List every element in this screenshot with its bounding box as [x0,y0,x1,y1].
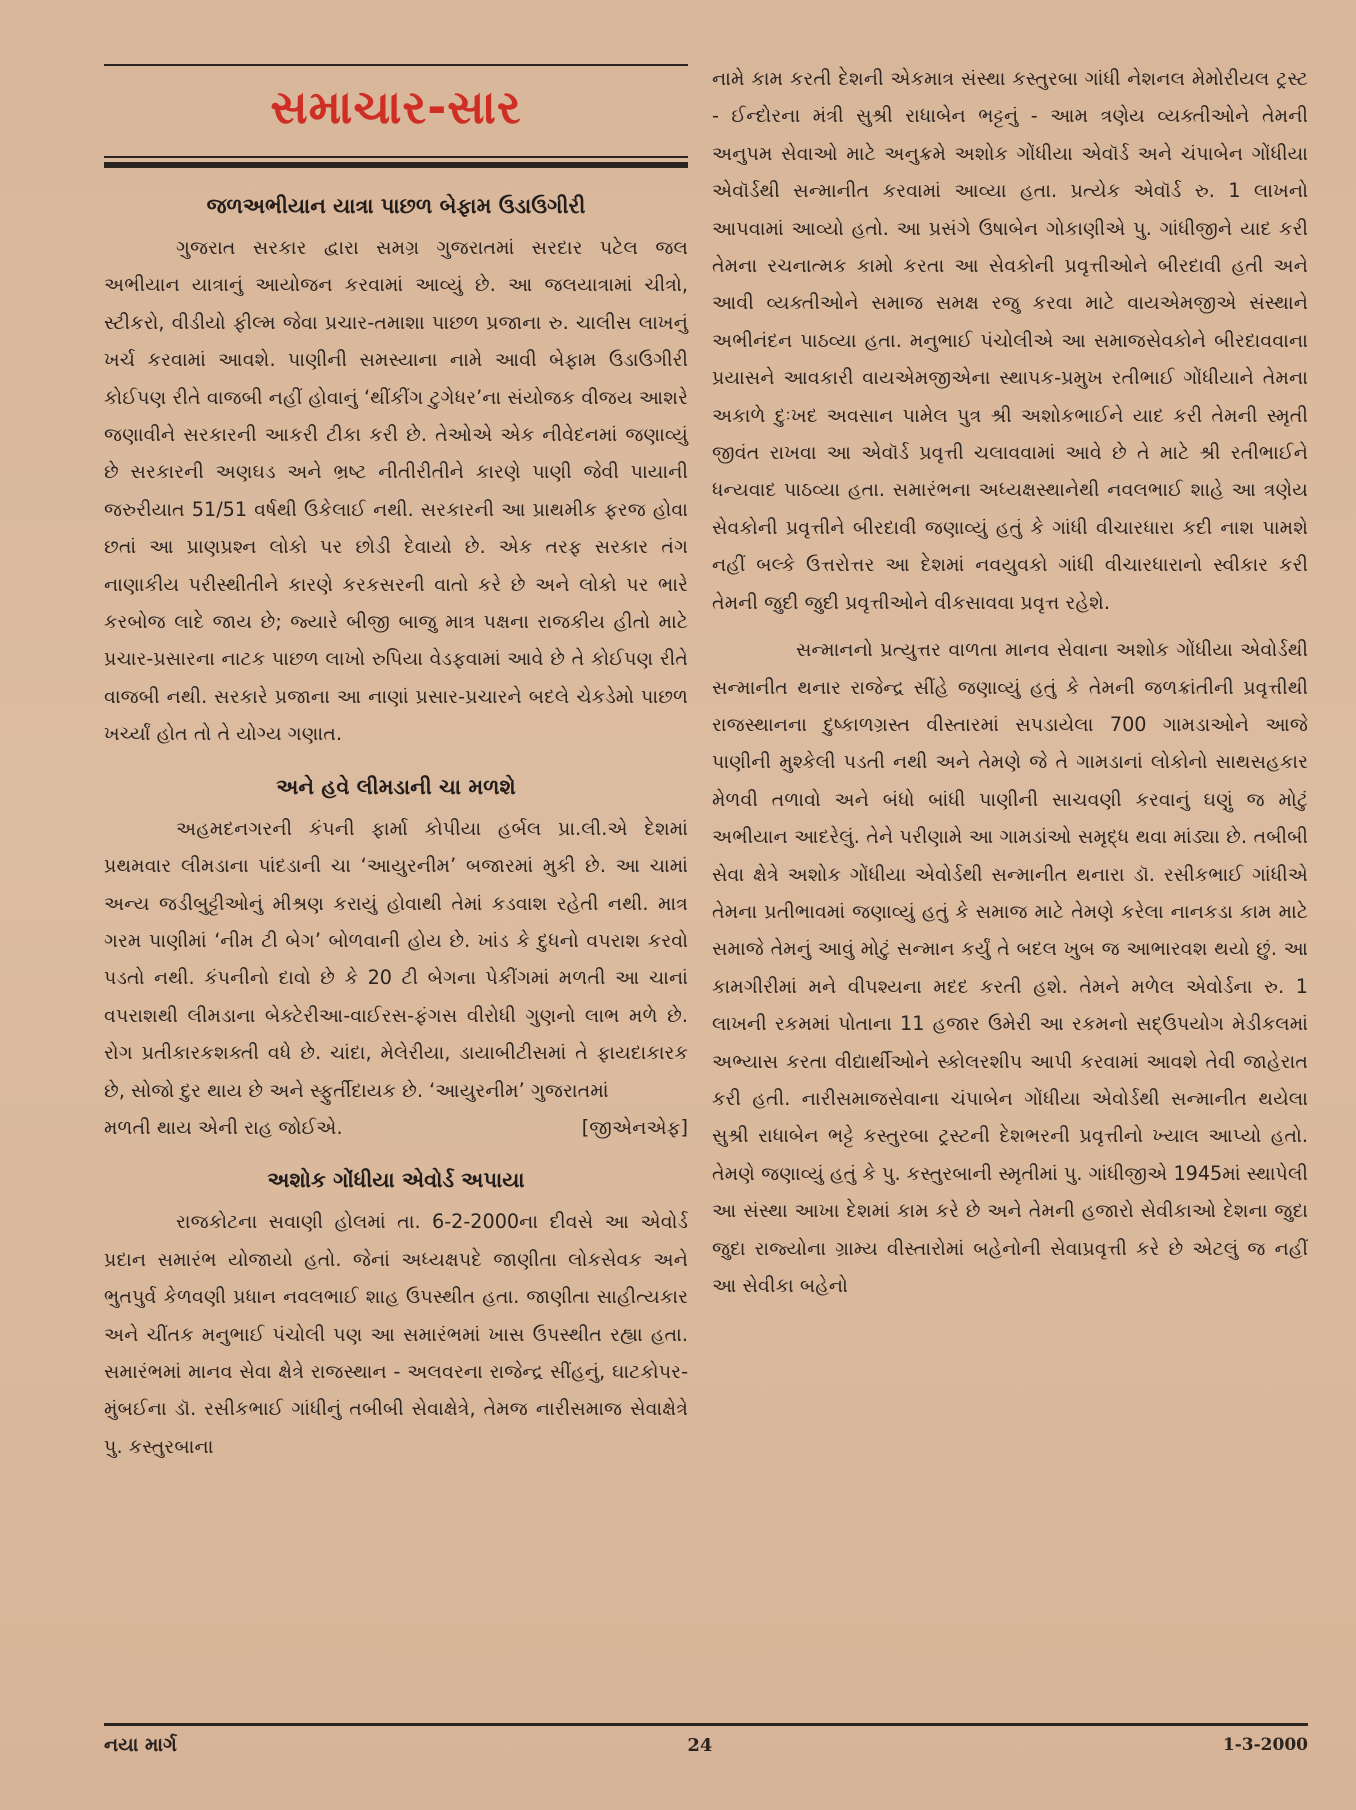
left-column [104,60,688,1465]
footer-rule [104,1723,1308,1726]
publication-name: નયા માર્ગ [104,1734,177,1756]
article-heading-water-campaign: જળઅભીયાન યાત્રા પાછળ બેફામ ઉડાઉગીરી [206,194,586,218]
article-last-line: મળતી થાય એની રાહ જોઈએ. [104,1115,343,1139]
article-closing-line [104,1109,688,1146]
masthead-rule-thin [104,156,688,158]
article-heading-neem-tea: અને હવે લીમડાની ચા મળશે [276,774,516,799]
article-body-award-part3: સન્માનનો પ્રત્યુત્તર વાળતા માનવ સેવાના અશોક ગોંધીયા એવોર્ડથી સન્માનીત થનાર રાજેન્દ્ર સીંહે જણાવ્યું હતું કે તેમની જળક્રાંતીની પ્રવૃત્તીથી રાજસ્થાનના દુષ્કાળગ્રસ્ત વીસ્તારમાં સપડાયેલા 700 ગામડાઓને આજે પાણીની મુશ્કેલી પડતી નથી અને તેમણે જે તે ગામડાનાં લોકોનો સાથસહકાર મેળવી તળાવો અને બંધો બાંધી પાણીની સાચવણી કરવાનું ઘણું જ મોટું અભીયાન આદરેલું. તેને પરીણામે આ ગામડાંઓ સમૃદ્ધ થવા માંડ્યા છે. તબીબી સેવા ક્ષેત્રે અશોક ગોંધીયા એવોર્ડથી સન્માનીત થનારા ડૉ. રસીકભાઈ ગાંધીએ તેમના પ્રતીભાવમાં જણાવ્યું હતું કે સમાજ માટે તેમણે કરેલા નાનકડા કામ માટે સમાજે તેમનું આવું મોટું સન્માન કર્યું તે બદલ ખુબ જ આભારવશ થયો છું. આ કામગીરીમાં મને વીપશ્યના મદદ કરતી હશે. તેમને મળેલ એવોર્ડના રુ. 1 લાખની રકમમાં પોતાના 11 હજાર ઉમેરી આ રકમનો સદ્ઉપયોગ મેડીકલમાં અભ્યાસ કરતા વીદ્યાર્થીઓને સ્કોલરશીપ આપી કરવામાં આવશે તેવી જાહેરાત કરી હતી. નારીસમાજસેવાના ચંપાબેન ગોંધીયા એવોર્ડથી સન્માનીત થયેલા સુશ્રી રાધાબેન ભટ્ટે કસ્તુરબા ટ્રસ્ટની દેશભરની પ્રવૃત્તીનો ખ્યાલ આપ્યો હતો. તેમણે જણાવ્યું હતું કે પુ. કસ્તુરબાની સ્મૃતીમાં પુ. ગાંધીજીએ 1945માં સ્થાપેલી આ સંસ્થા આખા દેશમાં કામ કરે છે અને તેમની હજારો સેવીકાઓ દેશના જુદા જુદા રાજ્યોના ગ્રામ્ય વીસ્તારોમાં બહેનોની સેવાપ્રવૃત્તી કરે છે એટલું જ નહીં આ સેવીકા બહેનો [712,638,1308,1297]
article-body-water-campaign: ગુજરાત સરકાર દ્વારા સમગ્ર ગુજરાતમાં સરદાર પટેલ જલ અભીયાન યાત્રાનું આયોજન કરવામાં આવ્યું છે. આ જલયાત્રામાં ચીત્રો, સ્ટીકરો, વીડીયો ફીલ્મ જેવા પ્રચાર-તમાશા પાછળ પ્રજાના રુ. ચાલીસ લાખનું ખર્ચ કરવામાં આવશે. પાણીની સમસ્યાના નામે આવી બેફામ ઉડાઉગીરી કોઈપણ રીતે વાજબી નહીં હોવાનું ‘થીંકીંગ ટુગેધર’ના સંયોજક વીજય આશરે જણાવીને સરકારની આકરી ટીકા કરી છે. તેઓએ એક નીવેદનમાં જણાવ્યું છે સરકારની અણઘડ અને ભ્રષ્ટ નીતીરીતીને કારણે પાણી જેવી પાયાની જરુરીયાત 51/51 વર્ષથી ઉકેલાઈ નથી. સરકારની આ પ્રાથમીક ફરજ હોવા છતાં આ પ્રાણપ્રશ્ન લોકો પર છોડી દેવાયો છે. એક તરફ સરકાર તંગ નાણાકીય પરીસ્થીતીને કારણે કરકસરની વાતો કરે છે અને લોકો પર ભારે કરબોજ લાદે જાય છે; જ્યારે બીજી બાજુ માત્ર પક્ષના રાજકીય હીતો માટે પ્રચાર-પ્રસારના નાટક પાછળ લાખો રુપિયા વેડફવામાં આવે છે તે કોઈપણ રીતે વાજબી નથી. સરકારે પ્રજાના આ નાણાં પ્રસાર-પ્રચારને બદલે ચેકડેમો પાછળ ખર્ચ્યાં હોત તો તે યોગ્ય ગણાત. [104,236,688,746]
article-credit: [જીએનએફ] [581,1115,688,1139]
article-body-award-part1: રાજકોટના સવાણી હોલમાં તા. 6-2-2000ના દીવસે આ એવોર્ડ પ્રદાન સમારંભ યોજાયો હતો. જેનાં અધ્યક્ષપદે જાણીતા લોકસેવક અને ભુતપુર્વ કેળવણી પ્રધાન નવલભાઈ શાહ ઉપસ્થીત હતા. જાણીતા સાહીત્યકાર અને ચીંતક મનુભાઈ પંચોલી પણ આ સમારંભમાં ખાસ ઉપસ્થીત રહ્યા હતા. સમારંભમાં માનવ સેવા ક્ષેત્રે રાજસ્થાન - અલવરના રાજેન્દ્ર સીંહનું, ઘાટકોપર-મુંબઈના ડૉ. રસીકભાઈ ગાંધીનું તબીબી સેવાક્ષેત્રે, તેમજ નારીસમાજ સેવાક્ષેત્રે પુ. કસ્તુરબાના [104,1210,688,1458]
article-body-neem-tea: અહમદનગરની કંપની ફાર્મા કોપીયા હર્બલ પ્રા.લી.એ દેશમાં પ્રથમવાર લીમડાના પાંદડાની ચા ‘આયુરનીમ’ બજારમાં મુકી છે. આ ચામાં અન્ય જડીબુટ્ટીઓનું મીશ્રણ કરાયું હોવાથી તેમાં કડવાશ રહેતી નથી. માત્ર ગરમ પાણીમાં ‘નીમ ટી બેગ’ બોળવાની હોય છે. ખાંડ કે દુધનો વપરાશ કરવો પડતો નથી. કંપનીનો દાવો છે કે 20 ટી બેગના પેકીંગમાં મળતી આ ચાનાં વપરાશથી લીમડાના બેક્ટેરીઆ-વાઈરસ-ફંગસ વીરોધી ગુણનો લાભ મળે છે. રોગ પ્રતીકારકશક્તી વધે છે. ચાંદા, મેલેરીયા, ડાયાબીટીસમાં તે ફાયદાકારક છે, સોજો દુર થાય છે અને સ્ફુર્તીદાયક છે. ‘આયુરનીમ’ ગુજરાતમાં [104,816,688,1102]
masthead-top-rule [104,64,688,66]
page-footer [104,1734,1308,1756]
issue-date: 1-3-2000 [1222,1735,1308,1755]
masthead-rule-thick [104,162,688,168]
page-number: 24 [687,1734,713,1756]
section-title: સમાચાર-સાર [270,80,522,134]
article-body-award-part2: નામે કામ કરતી દેશની એકમાત્ર સંસ્થા કસ્તુરબા ગાંધી નેશનલ મેમોરીયલ ટ્રસ્ટ - ઈન્દોરના મંત્રી સુશ્રી રાધાબેન ભટ્ટનું - આમ ત્રણેય વ્યક્તીઓને તેમની અનુપમ સેવાઓ માટે અનુક્રમે અશોક ગોંધીયા એવૉર્ડ અને ચંપાબેન ગોંધીયા એવૉર્ડથી સન્માનીત કરવામાં આવ્યા હતા. પ્રત્યેક એવૉર્ડ રુ. 1 લાખનો આપવામાં આવ્યો હતો. આ પ્રસંગે ઉષાબેન ગોકાણીએ પુ. ગાંધીજીને યાદ કરી તેમના રચનાત્મક કામો કરતા આ સેવકોની પ્રવૃત્તીઓને બીરદાવી હતી અને આવી વ્યક્તીઓને સમાજ સમક્ષ રજુ કરવા માટે વાયએમજીએ સંસ્થાને અભીનંદન પાઠવ્યા હતા. મનુભાઈ પંચોલીએ આ સમાજસેવકોને બીરદાવવાના પ્રયાસને આવકારી વાયએમજીએના સ્થાપક-પ્રમુખ રતીભાઈ ગોંધીયાને તેમના અકાળે દુઃખદ અવસાન પામેલ પુત્ર શ્રી અશોકભાઈને યાદ કરી તેમની સ્મૃતી જીવંત રાખવા આ એવૉર્ડ પ્રવૃત્તી ચલાવવામાં આવે છે તે માટે શ્રી રતીભાઈને ધન્યવાદ પાઠવ્યા હતા. સમારંભના અધ્યક્ષસ્થાનેથી નવલભાઈ શાહે આ ત્રણેય સેવકોની પ્રવૃત્તીને બીરદાવી જણાવ્યું હતું કે ગાંધી વીચારધારા કદી નાશ પામશે નહીં બલ્કે ઉત્તરોત્તર આ દેશમાં નવયુવકો ગાંધી વીચારધારાનો સ્વીકાર કરી તેમની જુદી જુદી પ્રવૃત્તીઓને વીકસાવવા પ્રવૃત્ત રહેશે. [712,67,1308,614]
article-heading-award: અશોક ગોંધીયા એવોર્ડ અપાયા [267,1168,525,1193]
right-column [712,60,1308,1304]
